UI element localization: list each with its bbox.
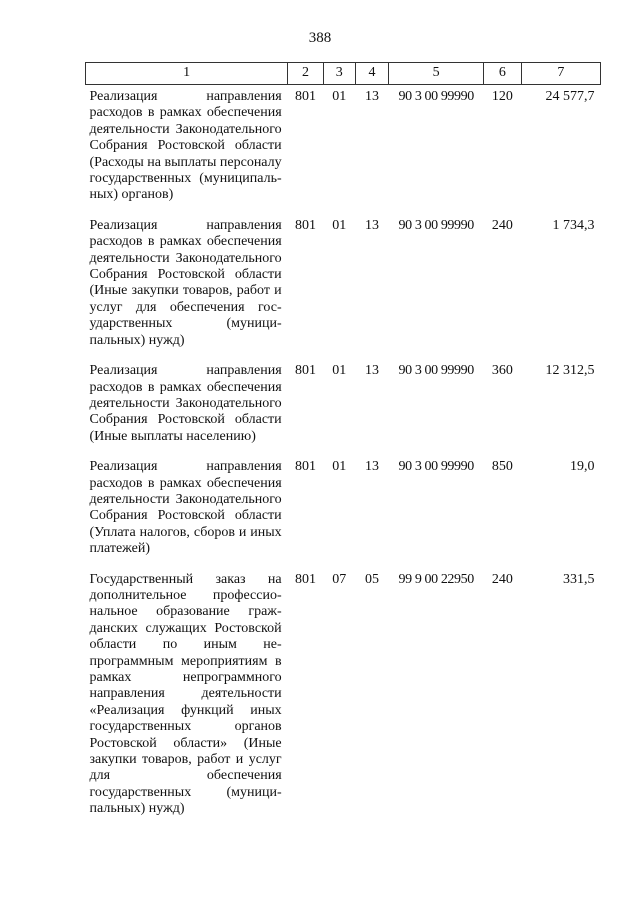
row-col7: 19,0	[570, 459, 595, 475]
row-col7: 1 734,3	[552, 217, 595, 233]
row-col4: 13	[364, 217, 379, 233]
row-col3: 01	[332, 363, 347, 379]
row-col3: 01	[332, 459, 347, 475]
column-header-7: 7	[521, 63, 600, 85]
row-col6: 120	[491, 89, 513, 104]
row-col5: 90 3 00 99990	[398, 363, 474, 379]
row-col6: 240	[491, 217, 513, 233]
row-description: Реализация направления расходов в рамках обеспечения деятельности Законодательного Собрания Ростовской области (Иные закупки товаров, работ и услуг для обеспечения государственных (муниципальных) нужд)	[89, 217, 282, 348]
row-col3: 07	[332, 571, 347, 587]
column-header-5: 5	[389, 63, 484, 85]
row-col7: 331,5	[563, 571, 595, 587]
row-col4: 05	[364, 571, 379, 587]
row-description: Реализация направления расходов в рамках обеспечения деятельности Законодательного Собрания Ростовской области (Расходы на выплаты персоналу государственных (муниципальных) органов)	[89, 89, 282, 203]
table-row	[86, 359, 601, 455]
row-col6: 850	[491, 459, 513, 475]
row-col4: 13	[364, 89, 379, 104]
row-col3: 01	[332, 89, 347, 104]
budget-table	[85, 62, 601, 828]
column-header-3: 3	[323, 63, 355, 85]
row-col2: 801	[295, 459, 317, 475]
table-row	[86, 455, 601, 567]
column-header-2: 2	[288, 63, 324, 85]
row-col6: 360	[491, 363, 513, 379]
column-header-6: 6	[484, 63, 522, 85]
row-col5: 90 3 00 99990	[398, 89, 474, 104]
row-col6: 240	[491, 571, 513, 587]
column-header-1: 1	[86, 63, 288, 85]
row-col5: 90 3 00 99990	[398, 217, 474, 233]
row-col3: 01	[332, 217, 347, 233]
column-header-4: 4	[355, 63, 389, 85]
page-number: 388	[308, 30, 332, 46]
row-col4: 13	[364, 363, 379, 379]
table-row	[86, 568, 601, 828]
row-col7: 12 312,5	[545, 363, 595, 379]
row-col5: 99 9 00 22950	[398, 571, 474, 587]
row-col2: 801	[295, 89, 317, 104]
table-row	[86, 214, 601, 359]
row-col2: 801	[295, 571, 317, 587]
header-row	[86, 63, 601, 85]
row-col7: 24 577,7	[545, 89, 595, 104]
table-row	[86, 85, 601, 214]
row-description: Реализация направления расходов в рамках обеспечения деятельности Законодательного Собрания Ростовской области (Иные выплаты населению)	[89, 363, 282, 444]
row-description: Государственный заказ на дополнительное профессиональное образование гражданских служащих Ростовской области по иным непрограммным мероприятиям в рамках непрограммного направления деятельности «Реализация функций иных государственных органов Ростовской области» (Иные закупки товаров, работ и услуг для обеспечения государственных (муниципальных) нужд)	[89, 571, 282, 817]
row-col2: 801	[295, 217, 317, 233]
row-col4: 13	[364, 459, 379, 475]
row-col2: 801	[295, 363, 317, 379]
row-description: Реализация направления расходов в рамках обеспечения деятельности Законодательного Собрания Ростовской области (Уплата налогов, сборов и иных платежей)	[89, 459, 282, 557]
row-col5: 90 3 00 99990	[398, 459, 474, 475]
